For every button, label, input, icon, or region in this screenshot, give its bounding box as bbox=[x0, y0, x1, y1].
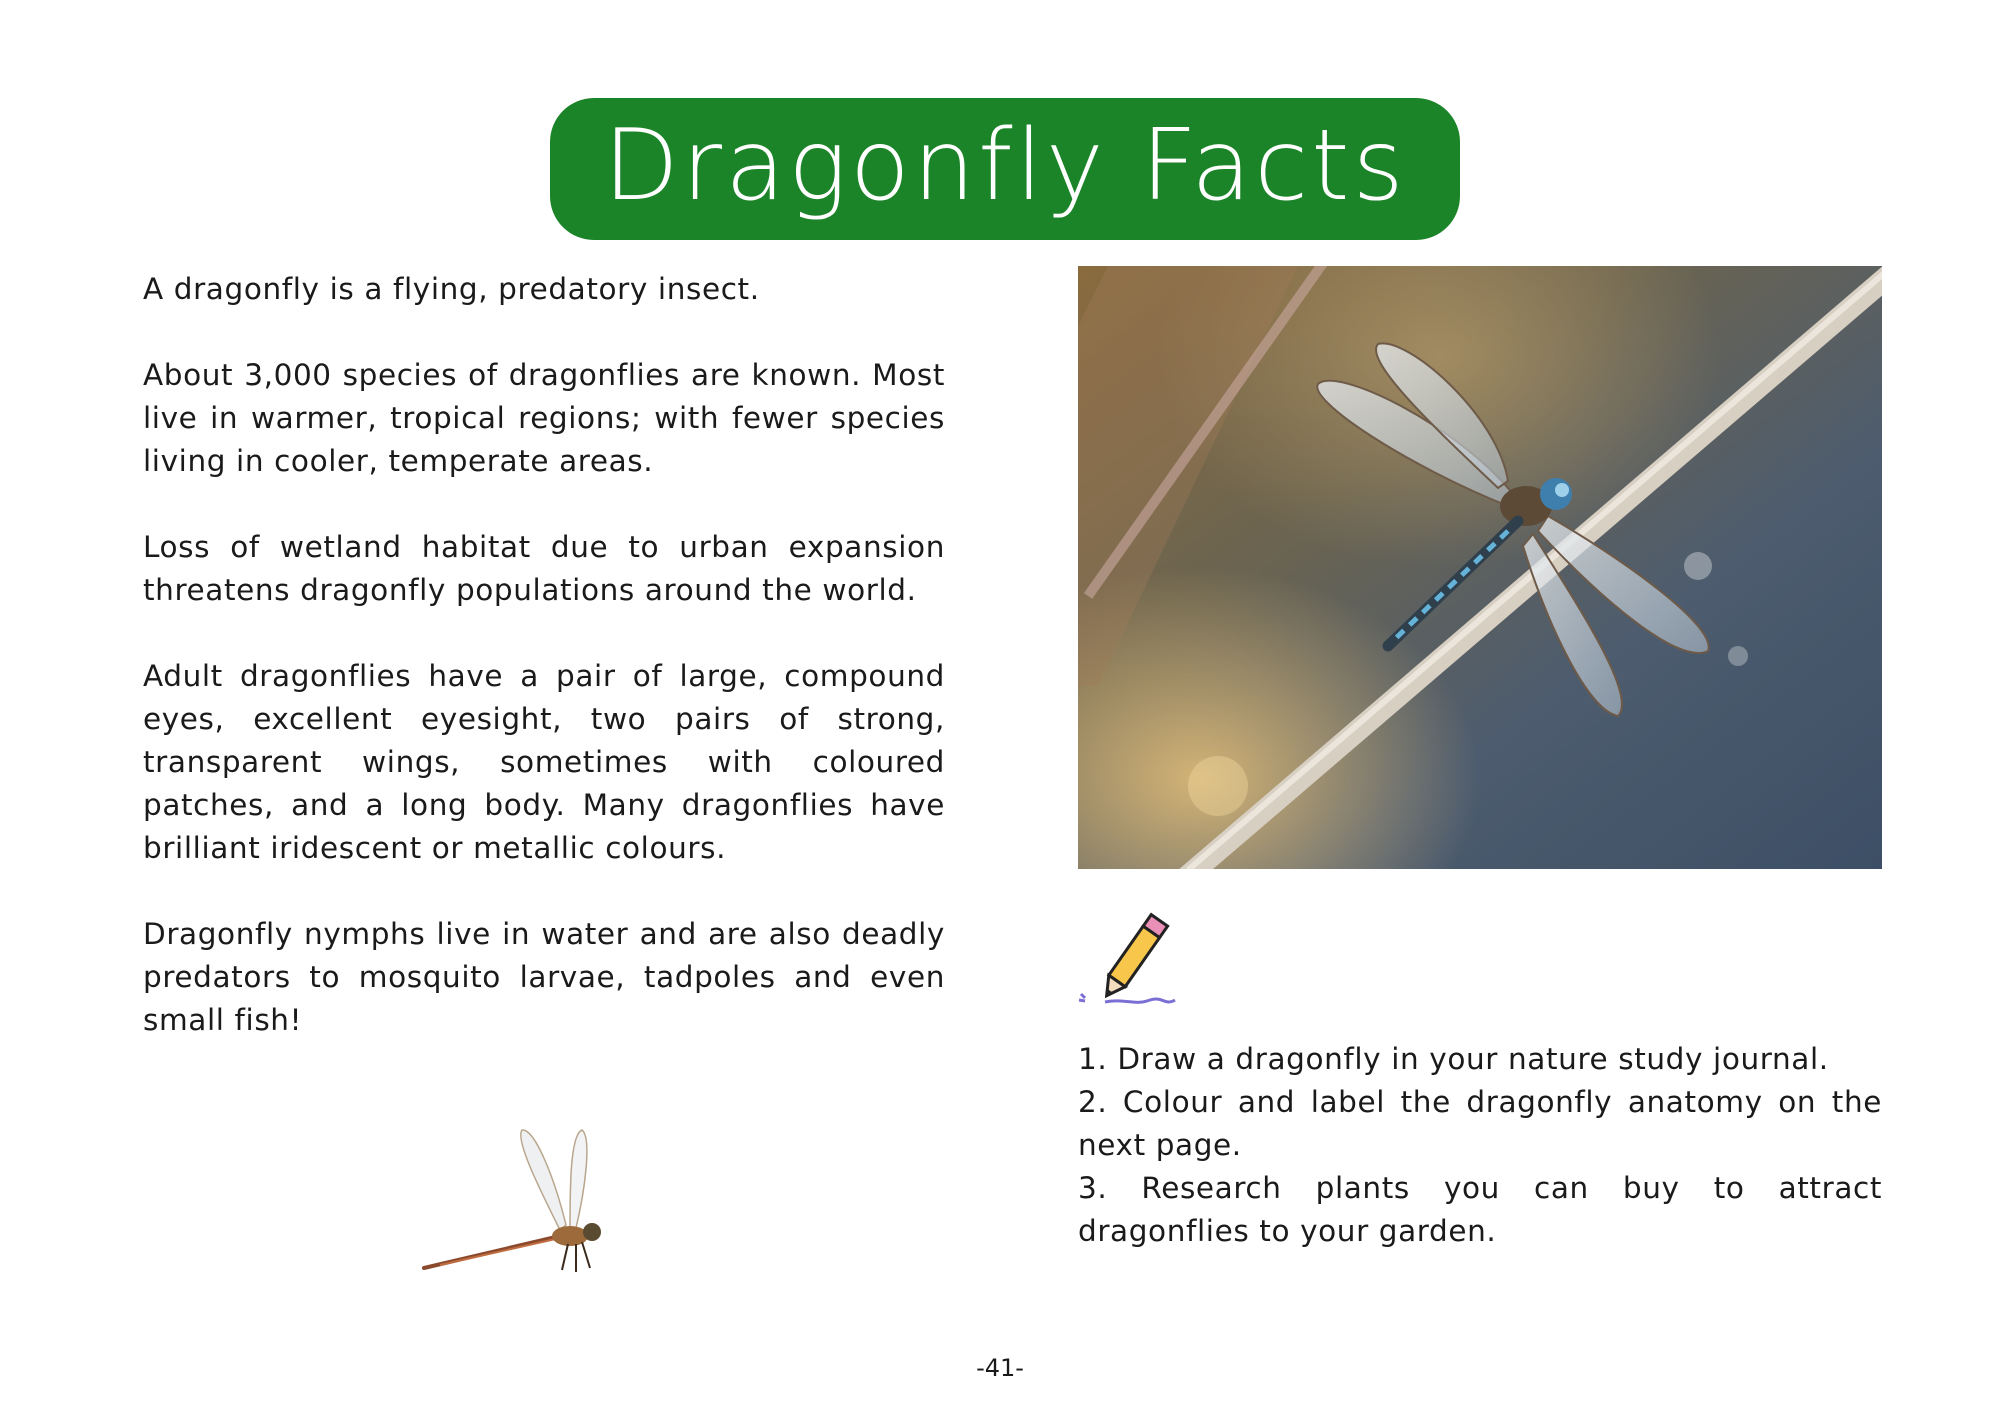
fact-paragraph: About 3,000 species of dragonflies are known. Most live in warmer, tropical regions; with fewer species living in cooler, temperate areas. bbox=[143, 358, 945, 478]
activity-list bbox=[1078, 1038, 1882, 1253]
fact-paragraph: Dragonfly nymphs live in water and are also deadly predators to mosquito larvae, tadpoles and even small fish! bbox=[143, 917, 945, 1037]
facts-column bbox=[143, 268, 945, 1085]
activity-item: 2. Colour and label the dragonfly anatomy on the next page. bbox=[1078, 1085, 1882, 1162]
pencil-icon bbox=[1075, 902, 1190, 1017]
activity-item: 1. Draw a dragonfly in your nature study journal. bbox=[1078, 1042, 1829, 1076]
activity-item: 3. Research plants you can buy to attract dragonflies to your garden. bbox=[1078, 1171, 1882, 1248]
dragonfly-illustration bbox=[420, 1110, 670, 1285]
title-banner bbox=[550, 98, 1460, 240]
fact-paragraph: A dragonfly is a flying, predatory insect. bbox=[143, 272, 760, 306]
page-number: -41- bbox=[976, 1354, 1024, 1382]
fact-paragraph: Loss of wetland habitat due to urban expansion threatens dragonfly populations around the world. bbox=[143, 530, 945, 607]
dragonfly-photo bbox=[1078, 266, 1882, 869]
page-title: Dragonfly Facts bbox=[603, 109, 1407, 223]
fact-paragraph: Adult dragonflies have a pair of large, compound eyes, excellent eyesight, two pairs of strong, transparent wings, sometimes with coloured patches, and a long body. Many dragonflies have brilliant iridescent or metallic colours. bbox=[143, 659, 945, 865]
